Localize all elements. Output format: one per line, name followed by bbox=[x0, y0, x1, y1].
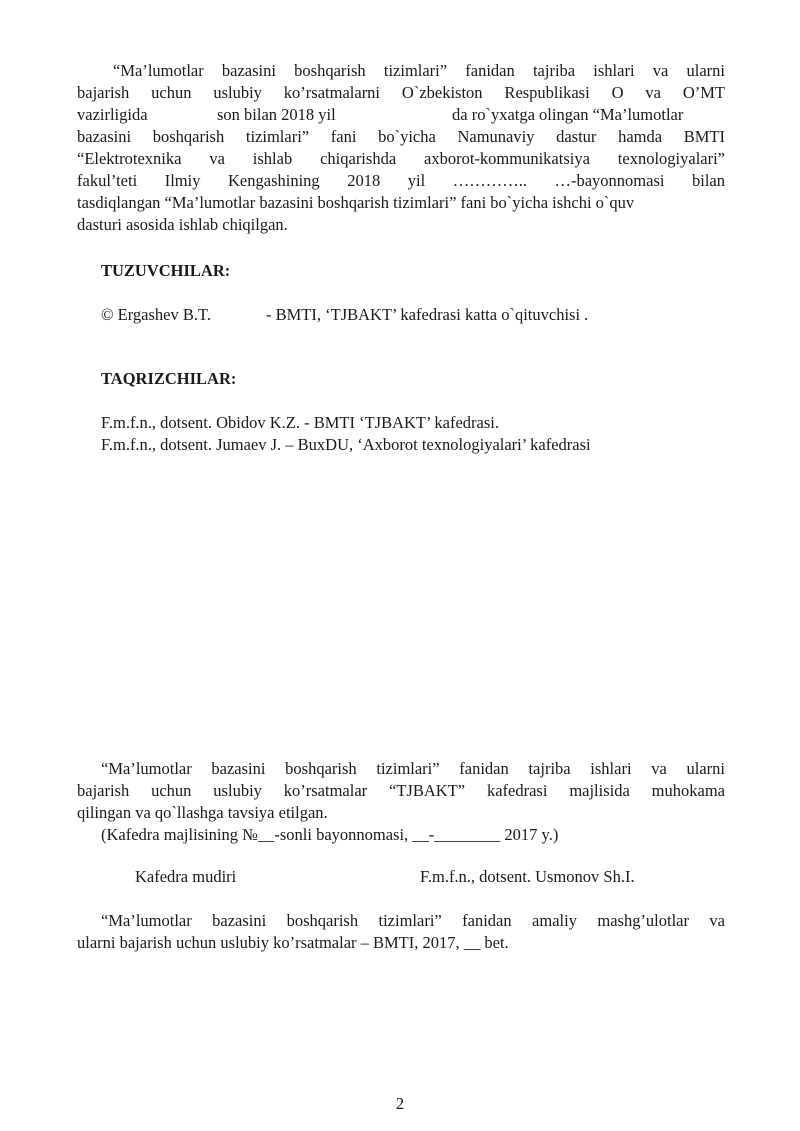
signature-title: Kafedra mudiri bbox=[135, 867, 237, 886]
author-role: - BMTI, ‘TJBAKT’ kafedrasi katta o`qituvchisi . bbox=[266, 305, 589, 324]
page-number: 2 bbox=[395, 1094, 405, 1113]
intro-line-6: fakul’teti Ilmiy Kengashining 2018 yil ………….. …-bayonnomasi bilan bbox=[77, 171, 725, 190]
intro-line-2: bajarish uchun uslubiy ko’rsatmalarni O`zbekiston Respublikasi O va O’MT bbox=[77, 83, 725, 102]
intro-line-5: “Elektrotexnika va ishlab chiqarishda axborot-kommunikatsiya texnologiyalari” bbox=[77, 149, 725, 168]
reviewers-heading: TAQRIZCHILAR: bbox=[101, 369, 237, 388]
reviewer-2: F.m.f.n., dotsent. Jumaev J. – BuxDU, ‘Axborot texnologiyalari’ kafedrasi bbox=[101, 435, 591, 454]
intro-line-4: bazasini boshqarish tizimlari” fani bo`yicha Namunaviy dastur hamda BMTI bbox=[77, 127, 725, 146]
intro-line-3a: vazirligida bbox=[77, 105, 148, 124]
intro-line-8: dasturi asosida ishlab chiqilgan. bbox=[77, 215, 288, 234]
intro-line-7: tasdiqlangan “Ma’lumotlar bazasini boshqarish tizimlari” fani bo`yicha ishchi o`quv bbox=[77, 193, 635, 212]
reviewer-1: F.m.f.n., dotsent. Obidov K.Z. - BMTI ‘TJBAKT’ kafedrasi. bbox=[101, 413, 499, 432]
intro-line-3b: son bilan 2018 yil bbox=[217, 105, 336, 124]
signature-name: F.m.f.n., dotsent. Usmonov Sh.I. bbox=[420, 867, 635, 886]
intro-line-3c: da ro`yxatga olingan “Ma’lumotlar bbox=[452, 105, 684, 124]
citation-line-1: “Ma’lumotlar bazasini boshqarish tizimlari” fanidan amaliy mashg’ulotlar va bbox=[101, 911, 725, 930]
approval-line-2: bajarish uchun uslubiy ko’rsatmalar “TJBAKT” kafedrasi majlisida muhokama bbox=[77, 781, 725, 800]
approval-line-4: (Kafedra majlisining №__-sonli bayonnomasi, __-________ 2017 y.) bbox=[101, 825, 559, 844]
approval-line-3: qilingan va qo`llashga tavsiya etilgan. bbox=[77, 803, 328, 822]
author-name: © Ergashev B.T. bbox=[101, 305, 211, 324]
citation-line-2: ularni bajarish uchun uslubiy ko’rsatmalar – BMTI, 2017, __ bet. bbox=[77, 933, 509, 952]
intro-line-1: “Ma’lumotlar bazasini boshqarish tizimlari” fanidan tajriba ishlari va ularni bbox=[113, 61, 725, 80]
approval-line-1: “Ma’lumotlar bazasini boshqarish tizimlari” fanidan tajriba ishlari va ularni bbox=[101, 759, 725, 778]
authors-heading: TUZUVCHILAR: bbox=[101, 261, 231, 280]
